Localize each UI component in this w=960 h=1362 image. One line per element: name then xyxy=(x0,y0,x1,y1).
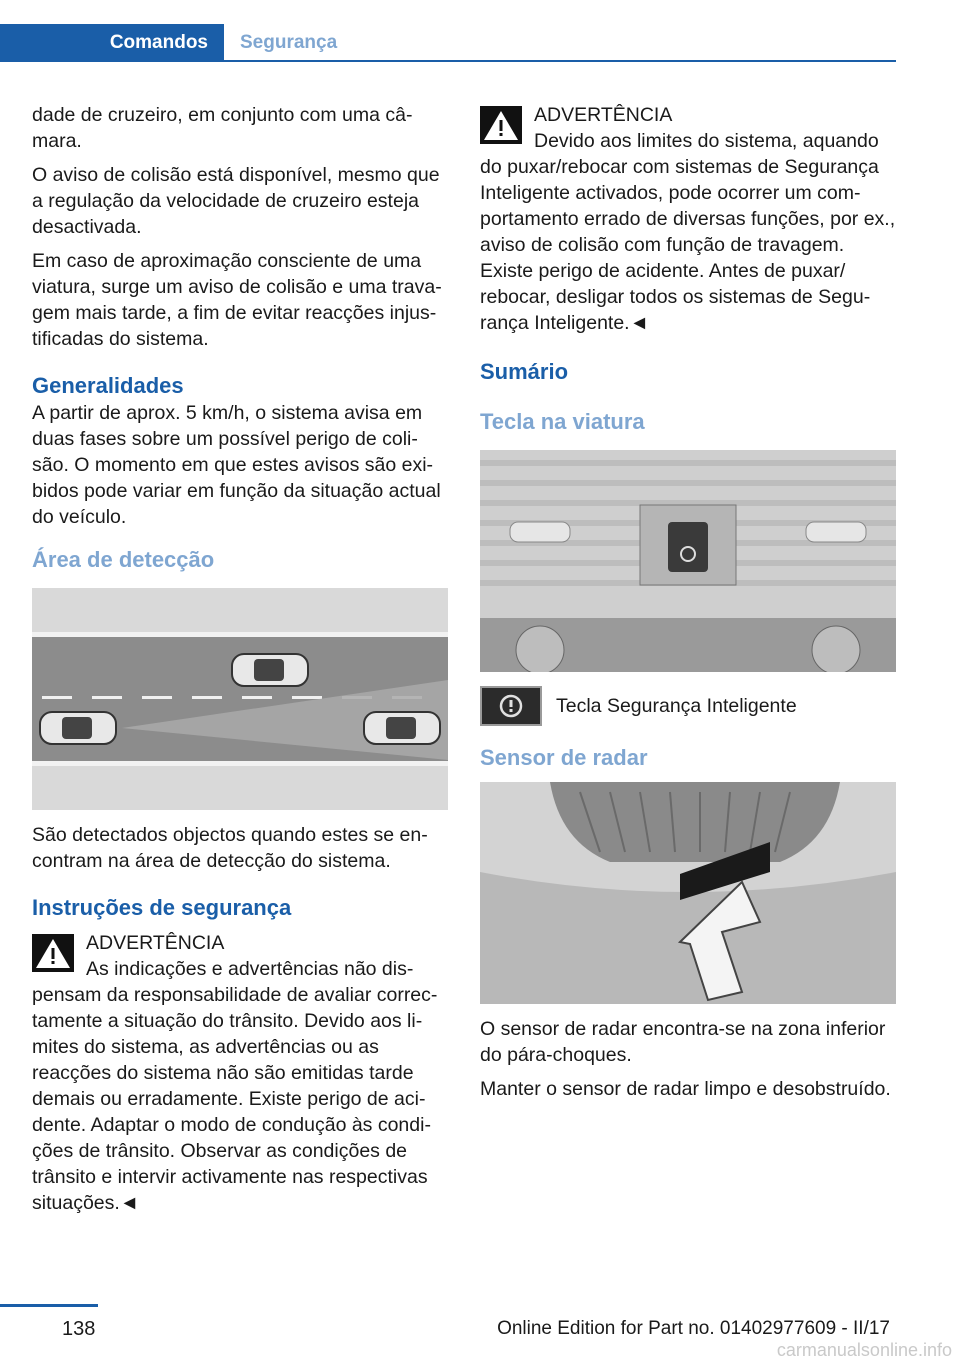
radar-sensor-figure xyxy=(480,782,896,1004)
footer-divider xyxy=(0,1304,98,1307)
heading-tecla-viatura: Tecla na viatura xyxy=(480,409,645,434)
paragraph: dade de cruzeiro, em conjunto com uma câmara. xyxy=(32,104,413,152)
intelligent-safety-button-icon xyxy=(480,686,542,726)
dashboard-button-figure xyxy=(480,450,896,672)
tab-seguranca[interactable]: Segurança xyxy=(240,32,338,53)
button-label: Tecla Segurança Inteligente xyxy=(556,695,797,717)
paragraph: São detectados objectos quando estes se encontram na área de detecção do sistema. xyxy=(32,824,428,872)
left-column xyxy=(32,102,448,1224)
tab-comandos[interactable]: Comandos xyxy=(0,24,224,62)
warning-triangle-icon xyxy=(32,934,74,972)
paragraph: Em caso de aproximação consciente de uma viatura, surge um aviso de colisão e uma travagem mais tarde, a fim de evitar reacções injustificadas do sistema. xyxy=(32,250,442,350)
paragraph: Manter o sensor de radar limpo e desobstruído. xyxy=(480,1078,891,1100)
heading-instrucoes-seguranca: Instruções de segurança xyxy=(32,895,292,920)
warning-block xyxy=(32,930,448,1216)
warning-text: Devido aos limites do sistema, aquando do puxar/rebocar com sistemas de Segurança Inteligente activados, pode ocorrer um comportamento errado de diversas funções, por ex., aviso de colisão com função de travagem. Existe perigo de acidente. Antes de puxar/ rebocar, desligar todos os sistemas de Segurança Inteligente.◄ xyxy=(480,130,896,334)
heading-area-deteccao: Área de detecção xyxy=(32,547,215,572)
warning-title: ADVERTÊNCIA xyxy=(534,104,673,126)
page-number: 138 xyxy=(62,1318,96,1340)
paragraph: O aviso de colisão está disponível, mesmo que a regulação da velocidade de cruzeiro esteja desactivada. xyxy=(32,164,440,238)
detection-area-illustration xyxy=(32,588,448,810)
button-legend xyxy=(480,686,896,726)
heading-generalidades: Generalidades xyxy=(32,373,184,398)
warning-block xyxy=(480,102,896,336)
warning-text: As indicações e advertências não dispensam da responsabilidade de avaliar correctamente a situação do trânsito. Devido aos limites do sistema, as advertências ou as reacções do sistema não são emitidas tarde demais ou erradamente. Existe perigo de acidente. Adaptar o modo de condução às condições de trânsito. Observar as condições de trânsito e intervir activamente nas respectivas situações.◄ xyxy=(32,958,438,1214)
watermark: carmanualsonline.info xyxy=(776,1340,952,1360)
dashboard-photo xyxy=(480,450,896,672)
edition-text: Online Edition for Part no. 01402977609 - II/17 xyxy=(497,1318,890,1339)
heading-sensor-radar: Sensor de radar xyxy=(480,745,648,770)
paragraph: O sensor de radar encontra-se na zona inferior do pára-choques. xyxy=(480,1018,886,1066)
warning-title: ADVERTÊNCIA xyxy=(86,932,225,954)
page-header xyxy=(0,0,960,64)
detection-area-figure xyxy=(32,588,448,810)
right-column xyxy=(480,102,896,1110)
warning-triangle-icon xyxy=(480,106,522,144)
heading-sumario: Sumário xyxy=(480,359,569,384)
header-divider xyxy=(224,60,896,62)
paragraph: A partir de aprox. 5 km/h, o sistema avisa em duas fases sobre um possível perigo de colisão. O momento em que estes avisos são exibidos pode variar em função da situação actual do veículo. xyxy=(32,402,441,528)
bumper-photo xyxy=(480,782,896,1004)
